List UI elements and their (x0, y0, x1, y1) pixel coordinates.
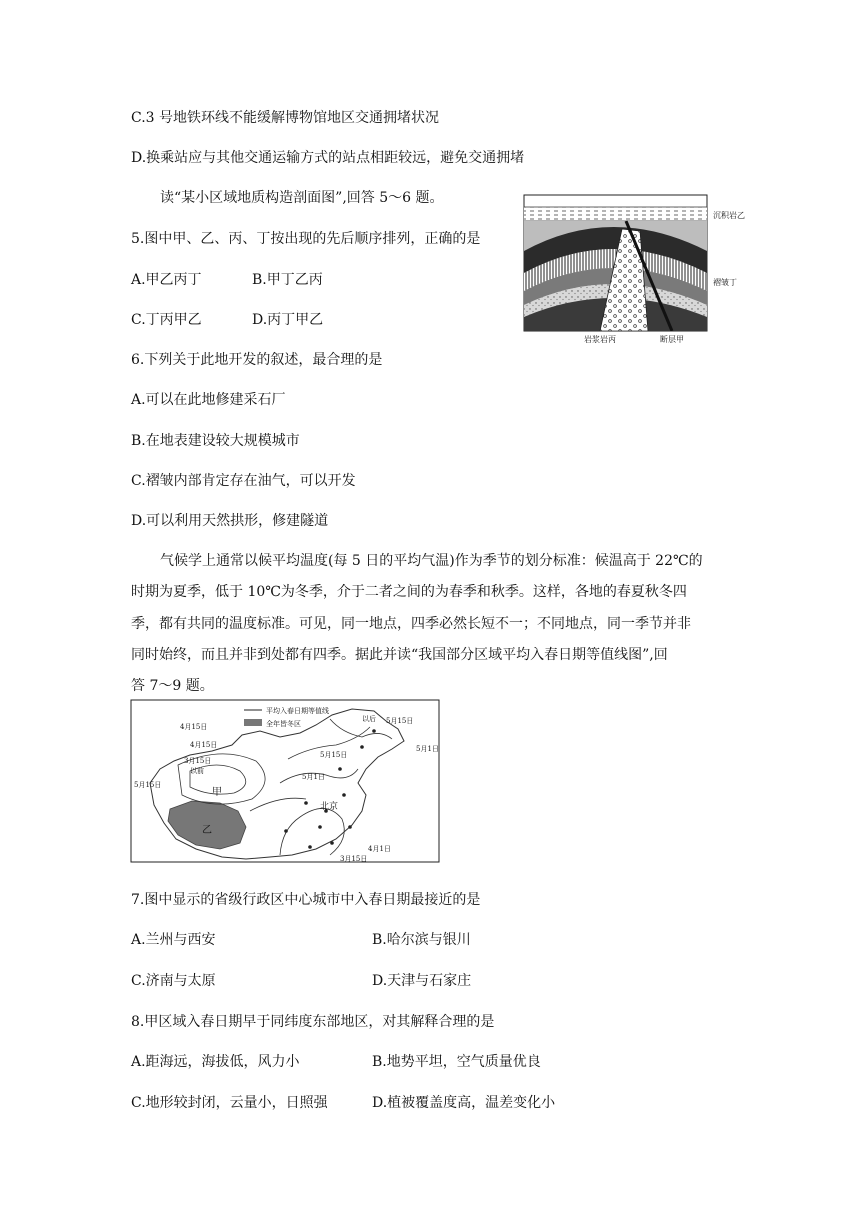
legend-winter-swatch (244, 719, 262, 726)
climate-paragraph-line-2: 时期为夏季，低于 10℃为冬季，介于二者之间的为春季和秋季。这样，各地的春夏秋冬四 (131, 584, 687, 600)
map-label-earlier: 以前 (190, 767, 204, 775)
q8-option-a: A.距海远，海拔低，风力小 (131, 1054, 300, 1070)
q7-option-b: B.哈尔滨与银川 (372, 932, 471, 948)
climate-paragraph-line-3: 季，都有共同的温度标准。可见，同一地点，四季必然长短不一；不同地点，同一季节并非 (131, 616, 691, 632)
map-label-apr1: 4月1日 (368, 845, 391, 853)
q5-stem: 5.图中甲、乙、丙、丁按出现的先后顺序排列，正确的是 (131, 231, 481, 247)
map-label-may15-left: 5月15日 (134, 781, 162, 789)
q8-option-c: C.地形较封闭，云量小，日照强 (131, 1095, 328, 1111)
q6-option-a: A.可以在此地修建采石厂 (131, 392, 286, 408)
q6-option-b: B.在地表建设较大规模城市 (131, 433, 300, 449)
intro-questions-5-6: 读“某小区域地质构造剖面图”,回答 5～6 题。 (160, 190, 444, 206)
geologic-section-figure (522, 193, 762, 343)
label-fold-ding: 褶皱丁 (713, 278, 737, 287)
q5-option-b: B.甲丁乙丙 (252, 272, 323, 288)
map-label-beijing: 北京 (320, 802, 339, 812)
climate-paragraph-line-1: 气候学上通常以候平均温度(每 5 日的平均气温)作为季节的划分标准：候温高于 22℃的 (160, 553, 703, 569)
spring-onset-isoline-map (130, 699, 442, 864)
q7-option-d: D.天津与石家庄 (372, 973, 472, 989)
q8-stem: 8.甲区域入春日期早于同纬度东部地区，对其解释合理的是 (131, 1014, 495, 1030)
label-magmatic-rock-bing: 岩浆岩丙 (584, 335, 616, 343)
q6-option-c: C.褶皱内部肯定存在油气，可以开发 (131, 473, 356, 489)
legend-isoline-label: 平均入春日期等值线 (266, 707, 329, 715)
q4-option-c: C.3 号地铁环线不能缓解博物馆地区交通拥堵状况 (131, 110, 440, 126)
map-label-yi: 乙 (202, 825, 212, 836)
map-label-mar15-bottom: 3月15日 (340, 855, 368, 863)
map-label-apr15-b: 4月15日 (190, 741, 218, 749)
legend-winter-label: 全年皆冬区 (266, 720, 301, 728)
climate-paragraph-line-4: 同时始终，而且并非到处都有四季。据此并读“我国部分区域平均入春日期等值线图”,回 (131, 647, 668, 663)
q5-option-c: C.丁丙甲乙 (131, 312, 202, 328)
q8-option-d: D.植被覆盖度高，温差变化小 (372, 1095, 556, 1111)
q8-option-b: B.地势平坦，空气质量优良 (372, 1054, 541, 1070)
map-label-may1-mid: 5月1日 (302, 773, 325, 781)
climate-paragraph-line-5: 答 7～9 题。 (131, 678, 214, 694)
q6-option-d: D.可以利用天然拱形，修建隧道 (131, 513, 329, 529)
map-label-mar15: 3月15日 (184, 757, 212, 765)
q7-option-a: A.兰州与西安 (131, 932, 216, 948)
map-label-may1-right: 5月1日 (416, 745, 439, 753)
q5-option-a: A.甲乙丙丁 (131, 272, 202, 288)
q7-stem: 7.图中显示的省级行政区中心城市中入春日期最接近的是 (131, 892, 481, 908)
q4-option-d: D.换乘站应与其他交通运输方式的站点相距较远，避免交通拥堵 (131, 150, 525, 166)
q7-option-c: C.济南与太原 (131, 973, 216, 989)
label-fault-jia: 断层甲 (660, 335, 684, 343)
map-label-may15-top: 5月15日 (386, 717, 414, 725)
label-sedimentary-rock-yi: 沉积岩乙 (713, 211, 745, 220)
q5-option-d: D.丙丁甲乙 (252, 312, 324, 328)
map-label-jia: 甲 (212, 787, 222, 798)
map-label-later: 以后 (362, 715, 376, 723)
map-label-apr15-a: 4月15日 (180, 723, 208, 731)
q6-stem: 6.下列关于此地开发的叙述，最合理的是 (131, 352, 383, 368)
map-label-may15-mid: 5月15日 (320, 751, 348, 759)
